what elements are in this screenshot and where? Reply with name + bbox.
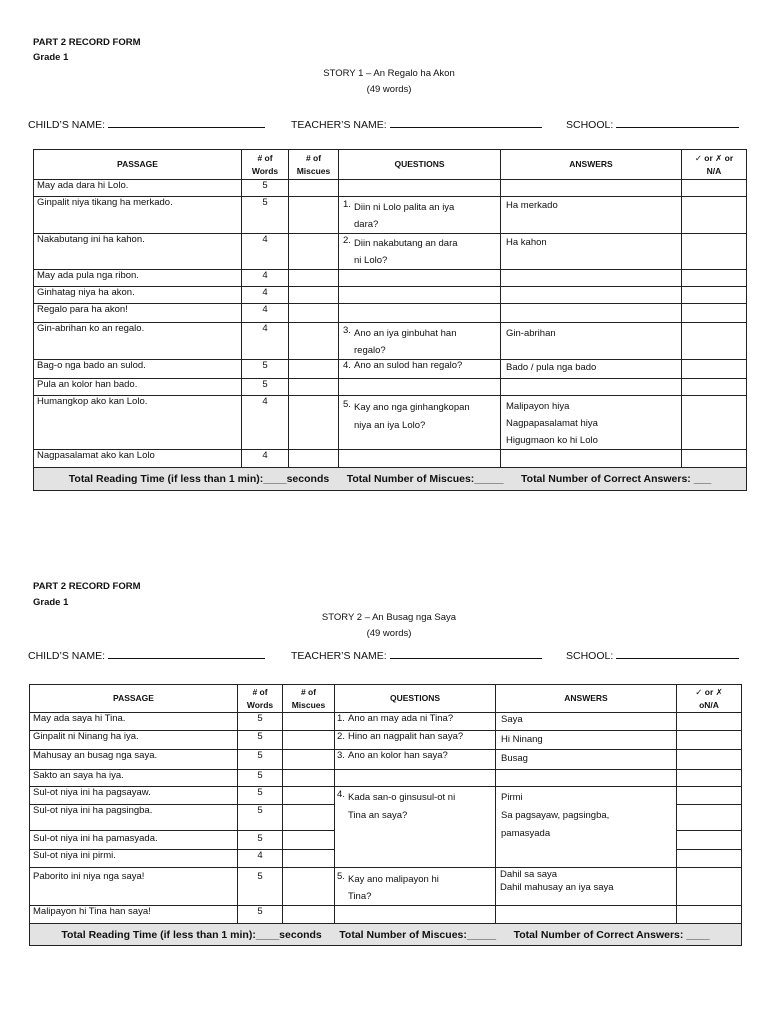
check-cell[interactable] [682,270,747,287]
col-questions: QUESTIONS [335,685,496,713]
check-cell[interactable] [677,831,742,850]
passage-sentence: Pula an kolor han bado. [34,379,242,396]
check-cell[interactable] [682,234,747,270]
miscues-cell[interactable] [283,750,335,770]
answer-cell: Gin-abrihan [501,323,682,360]
passage-sentence: Sul-ot niya ini ha pagsayaw. [30,787,238,805]
question-cell [339,379,501,396]
school-field[interactable] [566,648,739,662]
table-row [34,379,747,396]
miscues-cell[interactable] [289,396,339,450]
question-cell [335,770,496,787]
answer-cell [501,379,682,396]
question-cell: 5. Kay ano malipayon hi Tina? [335,868,496,906]
answer-cell [496,906,677,924]
check-cell[interactable] [682,287,747,304]
totals-cell [34,468,747,491]
col-passage: PASSAGE [34,150,242,180]
miscues-cell[interactable] [283,770,335,787]
miscues-cell[interactable] [289,287,339,304]
miscues-cell[interactable] [289,450,339,468]
miscues-cell[interactable] [283,713,335,731]
question-cell [339,270,501,287]
passage-sentence: Mahusay an busag nga saya. [30,750,238,770]
answer-cell [501,450,682,468]
table-row [34,234,747,270]
grade-label: Grade 1 [33,52,69,63]
miscues-cell[interactable] [283,787,335,805]
passage-sentence: Regalo para ha akon! [34,304,242,323]
passage-sentence: Ginpalit ni Ninang ha iya. [30,731,238,750]
school-label: SCHOOL: [566,119,614,131]
passage-sentence: Sul-ot niya ini ha pamasyada. [30,831,238,850]
check-cell[interactable] [677,850,742,868]
passage-sentence: Malipayon hi Tina han saya! [30,906,238,924]
question-cell [339,287,501,304]
passage-sentence: Bag-o nga bado an sulod. [34,360,242,379]
check-cell[interactable] [682,304,747,323]
child-name-field[interactable] [28,117,265,131]
check-cell[interactable] [677,805,742,831]
table-row [30,770,742,787]
passage-sentence: Sul-ot niya ini pirmi. [30,850,238,868]
word-count: 4 [242,450,289,468]
miscues-cell[interactable] [283,731,335,750]
answer-cell: Saya [496,713,677,731]
table-row [30,906,742,924]
word-count: 5 [242,180,289,197]
teacher-name-field[interactable] [291,117,542,131]
question-cell: 4. Kada san-o ginsusul-ot ni Tina an saya? [335,787,496,868]
total-reading-time[interactable]: Total Reading Time (if less than 1 min):____seconds [61,928,322,941]
word-count: 4 [242,323,289,360]
miscues-cell[interactable] [283,831,335,850]
miscues-cell[interactable] [283,868,335,906]
word-count: 5 [242,197,289,234]
passage-sentence: Sul-ot niya ini ha pagsingba. [30,805,238,831]
word-count: 5 [238,731,283,750]
question-cell [339,180,501,197]
col-words: # of Words [242,150,289,180]
word-count: 4 [242,270,289,287]
table-row [30,713,742,731]
teacher-name-blank[interactable] [390,648,542,659]
word-count: 5 [238,770,283,787]
answer-cell: Busag [496,750,677,770]
check-cell[interactable] [682,360,747,379]
col-check: ✓ or ✗ oN/A [677,685,742,713]
school-field[interactable] [566,117,739,131]
check-cell[interactable] [677,906,742,924]
word-count: 4 [242,287,289,304]
miscues-cell[interactable] [289,379,339,396]
passage-sentence: May ada saya hi Tina. [30,713,238,731]
child-name-blank[interactable] [108,117,265,128]
miscues-cell[interactable] [289,197,339,234]
question-cell: 3. Ano an iya ginbuhat han regalo? [339,323,501,360]
question-cell: 4. Ano an sulod han regalo? [339,360,501,379]
col-answers: ANSWERS [496,685,677,713]
child-name-blank[interactable] [108,648,265,659]
col-check: ✓ or ✗ or N/A [682,150,747,180]
table-row [34,360,747,379]
passage-sentence: May ada dara hi Lolo. [34,180,242,197]
word-count: 5 [238,713,283,731]
miscues-cell[interactable] [289,304,339,323]
teacher-name-label: TEACHER’S NAME: [291,119,387,131]
question-cell: 2. Diin nakabutang an dara ni Lolo? [339,234,501,270]
teacher-name-field[interactable] [291,648,542,662]
table-row [30,731,742,750]
answer-cell [501,287,682,304]
col-miscues: # of Miscues [289,150,339,180]
table-row [34,180,747,197]
table-row [30,750,742,770]
col-answers: ANSWERS [501,150,682,180]
check-cell[interactable] [682,396,747,450]
totals-cell [30,924,742,946]
word-count: 5 [238,831,283,850]
word-count: 5 [238,805,283,831]
word-count: 4 [242,234,289,270]
word-count: 5 [242,360,289,379]
record-table [29,684,742,946]
story-title: STORY 1 – An Regalo ha Akon [323,68,455,79]
check-cell[interactable] [682,450,747,468]
table-row [30,868,742,906]
school-blank[interactable] [616,117,739,128]
answer-cell [501,180,682,197]
question-cell [339,450,501,468]
passage-sentence: May ada pula nga ribon. [34,270,242,287]
totals-row [34,468,747,491]
table-header-row [30,685,742,713]
miscues-cell[interactable] [283,850,335,868]
question-cell: 1. Ano an may ada ni Tina? [335,713,496,731]
word-count: 5 [238,906,283,924]
word-count: 5 [238,750,283,770]
miscues-cell[interactable] [289,360,339,379]
question-cell: 1. Diin ni Lolo palita an iya dara? [339,197,501,234]
form-title: PART 2 RECORD FORM [33,581,141,592]
check-cell[interactable] [677,868,742,906]
check-cell[interactable] [682,379,747,396]
word-count: 4 [242,304,289,323]
passage-sentence: Paborito ini niya nga saya! [30,868,238,906]
passage-sentence: Gin-abrihan ko an regalo. [34,323,242,360]
miscues-cell[interactable] [289,323,339,360]
passage-sentence: Nakabutang ini ha kahon. [34,234,242,270]
table-row [34,197,747,234]
passage-sentence: Ginpalit niya tikang ha merkado. [34,197,242,234]
answer-cell: Hi Ninang [496,731,677,750]
passage-sentence: Nagpasalamat ako kan Lolo [34,450,242,468]
child-name-label: CHILD’S NAME: [28,119,106,131]
miscues-cell[interactable] [283,906,335,924]
table-row [34,304,747,323]
answer-cell: Malipayon hiya Nagpapasalamat hiya Higugmaon ko hi Lolo [501,396,682,450]
table-row [34,450,747,468]
answer-cell: Dahil sa saya Dahil mahusay an iya saya [496,868,677,906]
total-correct-answers[interactable]: Total Number of Correct Answers: ___ [521,473,712,485]
table-row [34,323,747,360]
total-miscues[interactable]: Total Number of Miscues:_____ [339,928,497,941]
miscues-cell[interactable] [289,180,339,197]
totals-row [30,924,742,946]
table-row [34,287,747,304]
form-title: PART 2 RECORD FORM [33,37,141,48]
table-header-row [34,150,747,180]
word-count: 5 [238,868,283,906]
school-label: SCHOOL: [566,650,614,662]
check-cell[interactable] [677,787,742,805]
col-miscues: # of Miscues [283,685,335,713]
grade-label: Grade 1 [33,597,69,608]
question-cell: 5. Kay ano nga ginhangkopan niya an iya Lolo? [339,396,501,450]
passage-sentence: Humangkop ako kan Lolo. [34,396,242,450]
answer-cell [501,304,682,323]
question-cell [339,304,501,323]
school-blank[interactable] [616,648,739,659]
col-passage: PASSAGE [30,685,238,713]
child-name-field[interactable] [28,648,265,662]
col-words: # of Words [238,685,283,713]
total-reading-time[interactable]: Total Reading Time (if less than 1 min):____seconds [68,473,330,485]
miscues-cell[interactable] [283,805,335,831]
total-miscues[interactable]: Total Number of Miscues:_____ [346,473,504,485]
story-word-count: (49 words) [366,628,412,639]
question-cell: 2. Hino an nagpalit han saya? [335,731,496,750]
check-cell[interactable] [677,750,742,770]
miscues-cell[interactable] [289,234,339,270]
teacher-name-blank[interactable] [390,117,542,128]
word-count: 5 [238,787,283,805]
story-word-count: (49 words) [366,84,412,95]
answer-cell [501,270,682,287]
table-row [30,787,742,805]
word-count: 4 [238,850,283,868]
check-cell[interactable] [682,323,747,360]
question-cell [335,906,496,924]
passage-sentence: Ginhatag niya ha akon. [34,287,242,304]
miscues-cell[interactable] [289,270,339,287]
check-cell[interactable] [677,770,742,787]
answer-cell: Ha kahon [501,234,682,270]
check-cell[interactable] [677,731,742,750]
answer-cell: Pirmi Sa pagsayaw, pagsingba, pamasyada [496,787,677,868]
answer-cell: Ha merkado [501,197,682,234]
teacher-name-label: TEACHER’S NAME: [291,650,387,662]
col-questions: QUESTIONS [339,150,501,180]
answer-cell [496,770,677,787]
story-title: STORY 2 – An Busag nga Saya [321,612,457,623]
total-correct-answers[interactable]: Total Number of Correct Answers: ____ [513,928,710,941]
child-name-label: CHILD’S NAME: [28,650,106,662]
check-cell[interactable] [682,180,747,197]
word-count: 5 [242,379,289,396]
passage-sentence: Sakto an saya ha iya. [30,770,238,787]
check-cell[interactable] [682,197,747,234]
answer-cell: Bado / pula nga bado [501,360,682,379]
table-row [34,396,747,450]
word-count: 4 [242,396,289,450]
question-cell: 3. Ano an kolor han saya? [335,750,496,770]
record-table [33,149,747,491]
table-row [34,270,747,287]
check-cell[interactable] [677,713,742,731]
